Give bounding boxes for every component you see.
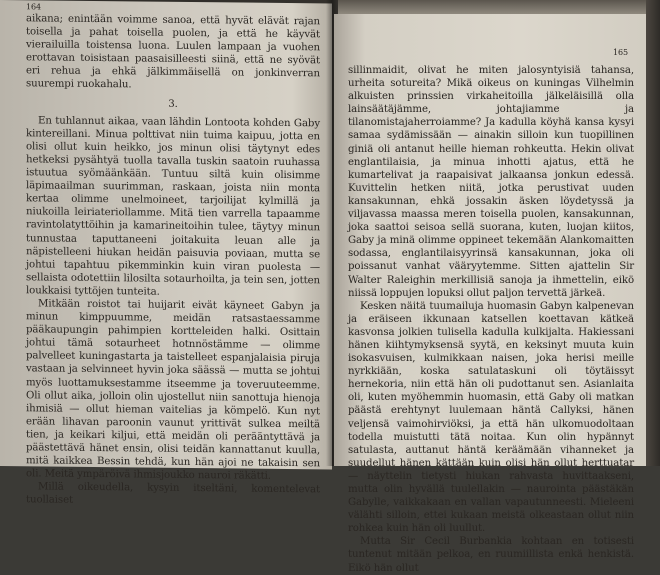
left-page-text — [26, 0, 320, 510]
book-edge — [646, 0, 660, 466]
left-page-number: 164 — [26, 2, 41, 12]
page-top-edge — [338, 0, 646, 14]
left-paragraph-1: aikana; enintään voimme sanoa, että hyvät elävät rajan toisella ja pahat toisella puolen, ja että he käyvät vierailuilla toistensa luona. Luulen lampaan ja vuohen erottavan toisistaan paasaisilleesti siinä, että ne syövät eri rehua ja ehkä jälkimmäisellä on jonkinverran suurempi ruokahalu. — [26, 13, 320, 91]
right-paragraph-1: sillinmaidit, olivat he miten jalosyntyisiä tahansa, urheita sotureita? Mikä oikeus on kuningas Vilhelmin alkuisten prinssien virkaheitoilla jälkeläisillä olla lainsäätäjämme, johtajiamme ja tilanomistajaherroiamme? Ja kadulla köyhä kansa kysyi samaa sydämissään — ainakin silloin kun tuopillinen giniä oli antanut heille hieman rohkeutta. Hekin olivat englantilaisia, ja minua inhotti ajatus, että he kumartelivat ja raapaisivat jalkaansa jonkun edessä. Kuvittelin hetken niitä, jotka perustivat uuden kansakunnan, ehkä jossakin äsken löydetyssä ja viljavassa maassa meren toisella puolen, kansakunnan, joka saattoi seisoa sellä suorana, kuten, luojan kiitos, Gaby ja minä olimme oppineet tekemään Alankomaitten sodassa, englantilaisyyrinsä kansakunnan, joka oli poissanut vanhat vääryytemme. Sitten ajattelin Sir Walter Raleighin merkillisiä sanoja ja ihmettelin, eikö niissä loppujen lopuksi ollut paljon tervettä järkeä. — [348, 65, 634, 299]
right-page — [334, 14, 646, 574]
right-paragraph-2: Kesken näitä tuumailuja huomasin Gabyn kalpenevan ja eräiseen ikkunaan katsellen koettavan kätkeä kasvonsa jolkien tulisella kadulla kulkijalta. Hakiessani hänen kiihtymyksensä syytä, en keksinyt muuta kuin isokasvuisen, kulmikkaan naisen, joka herisi meille nyrkkiään, koska satulataskuni oli töytäissyt hernekoria, niin että hän oli pudottanut sen. Asianlaita oli, kuten myöhemmin huomasin, että Gaby oli matkan päästä erehtynyt luulemaan häntä Callyksi, hänen veljensä vaimohirviöksi, ja että hän ulkomuodoltaan todella muistutti tätä noitaa. Kun olin hypännyt satulasta, auttanut häntä keräämään vihanneket ja suudellut hänen kättään kuin olisi hän ollut herttuatar — näyttelin tietysti hiukan rahvasta huvittaakseni, mutta olin hyvällä tuulellakin — naurointa päästäkän Gabylle, vaikkakaan en vallan vapautunneesti. Mieleeni välähti silloin, ettei kukaan meistä olkeastaan ollut niin rohkea kuin hän oli luullut. — [348, 300, 634, 535]
left-paragraph-4: Millä oikeudella, kysyin itseltäni, komentelevat tuollaiset — [26, 481, 320, 507]
left-paragraph-2: En tuhlannut aikaa, vaan lähdin Lontoota kohden Gaby kintereillani. Minua polttivat niin tuima kaipuu, jotta en olisi ollut kuin heikko, jos minun olisi täytynyt edes hetkeksi pysähtyä tuolla tavalla tuskin saatoin ruuhassa istuutua syömäänkään. Tuntuu siltä kuin olisimme läpimaailman suurimman, raskaan, joista niin monta kertaa olimme unelmoineet, tarjoilijat kylmillä ja niukoilla leiriateriollamme. Mitä tien varrella tapaamme ravintolatyttöihin ja kamarineitoihin tulee, täytyy minun tunnustaa taputtaneeni joitakuita leuan alle ja näpistelleeni hiukan heidän paisuvia poviaan, mutta se johtui tapahtuu pikemminkin kuin viran puolesta — sellaista odotettiin lilosilta sotaurhoilta, ja tein sen, jotten loukkaisi tyttöjen tunteita. — [26, 115, 320, 298]
section-number: 3. — [168, 98, 178, 110]
left-paragraph-3: Mitkään roistot tai huijarit eivät käyneet Gabyn ja minun kimppuumme, meidän ratsastaessamme pääkaupungin pahimpien kortteleiden halki. Osittain johtui tämä sotaurheet hotnnöstämme — olimme palvelleet kuningastarta ja taistelleet espanjalaisia piruja vastaan ja selvinneet hyvin joka säässä — mutta se johtui myös luottamuksestamme itseemme ja toveruuteemme. Oli ollut aika, jolloin olin ujostellut niin sanottuja hienoja ihmisiä — ollut hieman vaitelias ja kömpelö. Kun nyt erään lihavan paroonin vaunut yrittivät sulkea meiltä tien, ja keikari kiljui, että meidän oli perääntyttävä ja päästettävä hänet ensin, olisi teidän kannattanut kuulla, mitä kaikkea Bessin tehdä, kun hän ajoi ne takaisin sen oli. Meitä ympäröivä ihmisjoukko nauroi räkätti. — [26, 298, 320, 483]
right-page-number: 165 — [613, 48, 628, 57]
right-paragraph-3: Mutta Sir Cecil Burbankia kohtaan en totisesti tuntenut mitään pelkoa, en ruumiillista enkä henkistä. Eikö hän ollut — [348, 536, 634, 574]
left-page — [0, 0, 332, 507]
